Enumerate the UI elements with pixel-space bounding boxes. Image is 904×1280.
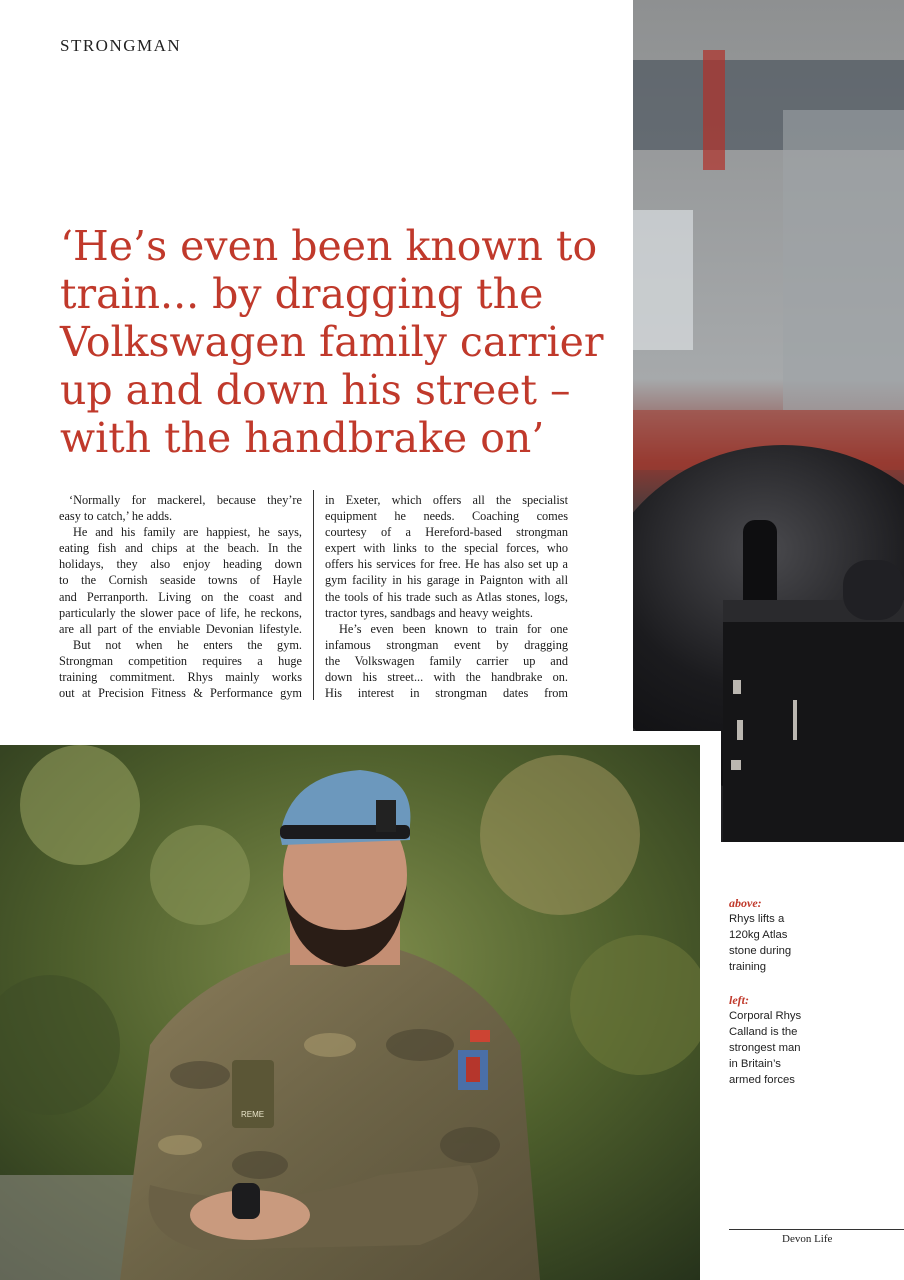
article-line: ‘Normally for mackerel, because they’re	[69, 493, 302, 507]
caption-line: Calland is the	[729, 1026, 798, 1038]
article-line: are all part of the enviable Devonian lifestyle.	[59, 621, 302, 636]
article-line: down his street... with the handbrake on.	[325, 670, 568, 685]
caption-line: in Britain’s	[729, 1058, 781, 1070]
article-line: particularly the slower pace of life, he reckons,	[59, 605, 302, 620]
article-line: in Exeter, which offers all the specialist	[325, 493, 568, 507]
article-line: But not when he enters the gym.	[73, 637, 302, 652]
article-line: equipment he needs. Coaching comes	[325, 509, 568, 524]
article-line: infamous strongman event by dragging	[325, 637, 568, 652]
caption-line: training	[729, 961, 767, 973]
article-line: and Perranporth. Living on the coast and	[59, 589, 302, 604]
pull-quote-line: up and down his street –	[60, 366, 571, 414]
section-label: STRONGMAN	[60, 36, 182, 55]
soldier-photo	[0, 745, 700, 1280]
caption-above	[729, 895, 829, 975]
article-line: Strongman competition requires a huge	[59, 653, 302, 668]
article-line: He and his family are happiest, he says,	[73, 525, 302, 540]
caption-line: Rhys lifts a	[729, 913, 785, 925]
article-line: expert with links to the special forces, who	[325, 541, 568, 556]
atlas-stone-photo-art	[633, 0, 904, 842]
article-line: courtesy of a Hereford-based strongman	[325, 525, 568, 540]
pull-quote-line: Volkswagen family carrier	[60, 318, 604, 366]
caption-line: strongest man	[729, 1042, 801, 1054]
caption-title: left:	[729, 993, 749, 1007]
caption-title: above:	[729, 896, 762, 910]
article-column-1	[59, 492, 302, 701]
article-line: gym facility in his garage in Paignton with all	[325, 573, 568, 588]
pull-quote-line: ‘He’s even been known to	[60, 222, 598, 270]
publication-name: Devon Life	[782, 1233, 833, 1245]
caption-left	[729, 992, 829, 1088]
caption-line: armed forces	[729, 1074, 795, 1086]
article-line: holidays, they also enjoy heading down	[59, 557, 302, 572]
pull-quote-line: with the handbrake on’	[60, 414, 545, 462]
caption-line: 120kg Atlas	[729, 929, 788, 941]
article-line: His interest in strongman dates from	[325, 686, 568, 701]
article-line: tractor tyres, sandbags and heavy weights.	[325, 605, 533, 620]
pull-quote	[60, 222, 620, 462]
atlas-stone-photo	[633, 0, 904, 842]
soldier-photo-art	[0, 745, 700, 1280]
article-line: offers his services for free. He has also set up a	[325, 557, 568, 572]
article-line: training commitment. Rhys mainly works	[59, 670, 302, 685]
article-line: eating fish and chips at the beach. In the	[59, 541, 302, 556]
pull-quote-line: train... by dragging the	[60, 270, 544, 318]
article-line: the tools of his trade such as Atlas stones, logs,	[325, 589, 568, 604]
caption-line: stone during	[729, 945, 792, 957]
reme-badge-text: REME	[241, 1110, 265, 1119]
caption-line: Corporal Rhys	[729, 1010, 802, 1022]
article-line: out at Precision Fitness & Performance gym	[59, 686, 302, 701]
article-line: easy to catch,’ he adds.	[59, 509, 173, 524]
article-column-2	[325, 492, 568, 701]
article-line: to the Cornish seaside towns of Hayle	[59, 573, 302, 588]
article-line: He’s even been known to train for one	[339, 621, 568, 636]
article-line: the Volkswagen family carrier up and	[325, 653, 568, 668]
footer-rule	[729, 1229, 904, 1230]
column-divider	[313, 490, 314, 700]
